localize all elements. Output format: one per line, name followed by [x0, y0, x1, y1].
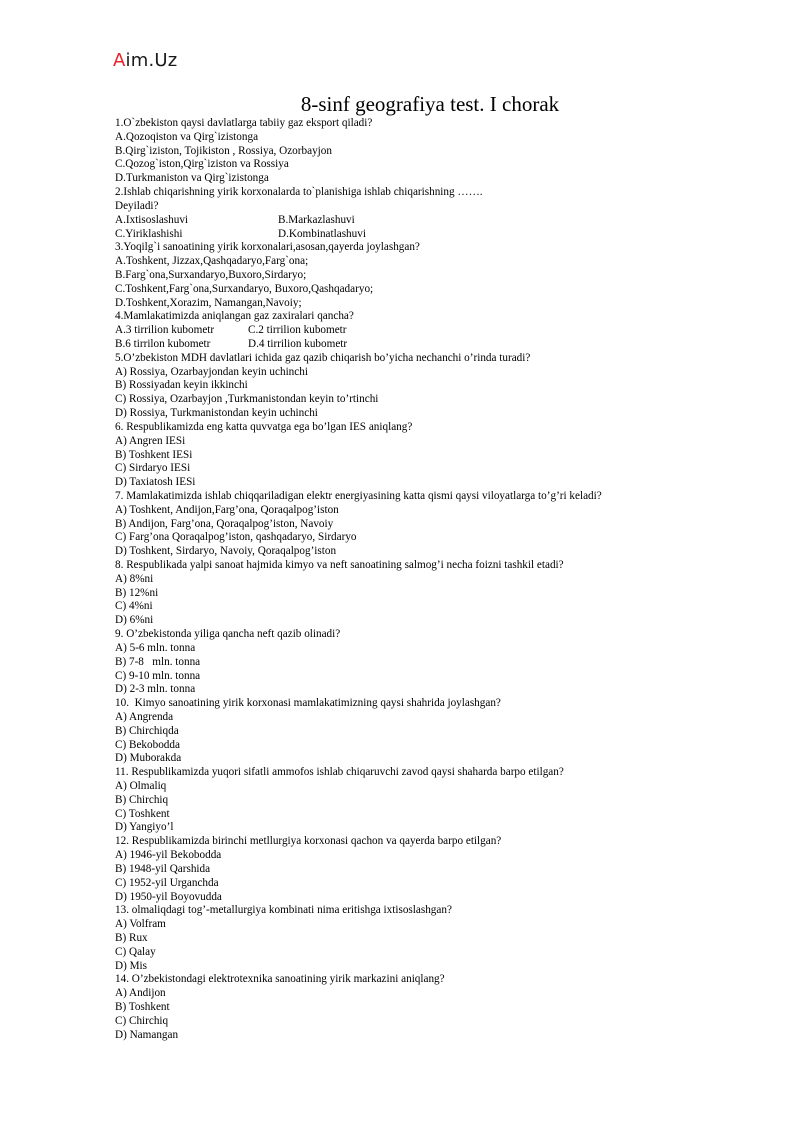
answer-option: A) Toshkent, Andijon,Farg’ona, Qoraqalpog’iston [115, 503, 339, 516]
answer-option: D) 6%ni [115, 614, 154, 627]
question-text: 5.O’zbekiston MDH davlatlari ichida gaz qazib chiqarish bo’yicha nechanchi o’rinda turadi? [115, 351, 531, 364]
answer-option: B) Toshkent [115, 1001, 170, 1013]
answer-option: A.Toshkent, Jizzax,Qashqadaryo,Farg`ona; [115, 255, 309, 268]
answer-option: A) Andijon [115, 987, 166, 1000]
answer-option: D.Turkmaniston va Qirg`izistonga [115, 172, 269, 185]
answer-option: D) Yangiyo’l [115, 821, 174, 834]
answer-option: C) 4%ni [115, 600, 153, 613]
logo-text: im.Uz [125, 50, 178, 71]
answer-option: D) 2-3 mln. tonna [115, 683, 196, 696]
question-text: 9. O’zbekistonda yiliga qancha neft qazib olinadi? [115, 628, 341, 641]
question-text: 11. Respublikamizda yuqori sifatli ammofos ishlab chiqaruvchi zavod qaysi shaharda barpo etilgan? [115, 766, 564, 779]
answer-option: D) Mis [115, 959, 148, 972]
answer-option: C) 9-10 mln. tonna [115, 669, 201, 682]
answer-row [115, 338, 715, 352]
answer-option: C.Yiriklashishi [115, 227, 183, 240]
answer-option: D) Taxiatosh IESi [115, 476, 196, 489]
answer-option: D.Kombinatlashuvi [278, 227, 366, 240]
answer-option: A.3 tirrilion kubometr [115, 324, 215, 337]
answer-option: B) 12%ni [115, 586, 159, 599]
answer-option: C) Qalay [115, 945, 156, 958]
answer-option: C.Toshkent,Farg`ona,Surxandaryo, Buxoro,Qashqadaryo; [115, 282, 374, 295]
answer-option: A) Olmaliq [115, 780, 167, 792]
question-text: 14. O’zbekistondagi elektrotexnika sanoatining yirik markazini aniqlang? [115, 973, 445, 986]
answer-option: A) Angren IESi [115, 434, 186, 447]
answer-option: D) 1950-yil Boyovudda [115, 890, 222, 903]
answer-option: A) 1946-yil Bekobodda [115, 849, 222, 862]
answer-option: B) Rux [115, 931, 148, 944]
answer-option: A.Qozoqiston va Qirg`izistonga [115, 130, 259, 143]
answer-row [115, 214, 715, 228]
answer-option: D) Muborakda [115, 752, 182, 765]
answer-option: A.Ixtisoslashuvi [115, 213, 189, 226]
question-text: 12. Respublikamizda birinchi metllurgiya korxonasi qachon va qayerda barpo etilgan? [115, 835, 502, 848]
answer-option: B) 1948-yil Qarshida [115, 862, 211, 875]
answer-option: B) 7-8 mln. tonna [115, 655, 201, 668]
answer-option: B) Chirchiqda [115, 724, 179, 737]
answer-option: A) 5-6 mln. tonna [115, 641, 196, 654]
answer-option: A) Volfram [115, 918, 166, 931]
question-text: 3.Yoqilg`i sanoatining yirik korxonalari,asosan,qayerda joylashgan? [115, 241, 420, 254]
answer-option: D.Toshkent,Xorazim, Namangan,Navoiy; [115, 296, 302, 309]
answer-option: B) Toshkent IESi [115, 448, 193, 461]
logo-letter-a: A [113, 50, 126, 71]
page-title: 8-sinf geografiya test. I chorak [300, 92, 560, 116]
answer-option: C.Qozog`iston,Qirg`iziston va Rossiya [115, 158, 289, 171]
answer-option: B) Rossiyadan keyin ikkinchi [115, 379, 248, 392]
question-text: 6. Respublikamizda eng katta quvvatga ega bo’lgan IES aniqlang? [115, 420, 413, 433]
answer-option: D) Namangan [115, 1028, 179, 1041]
question-text: 10. Kimyo sanoatining yirik korxonasi mamlakatimizning qaysi shahrida joylashgan? [115, 697, 501, 710]
answer-option: C) Toshkent [115, 807, 170, 820]
answer-option: B.6 tirrilon kubometr [115, 338, 211, 350]
answer-option: C) Rossiya, Ozarbayjon ,Turkmanistondan keyin to’rtinchi [115, 393, 379, 406]
answer-option: A) Angrenda [115, 710, 174, 723]
question-text: 7. Mamlakatimizda ishlab chiqqariladigan elektr energiyasining katta qismi qaysi viloyatlarga to’g’ri keladi? [115, 489, 602, 502]
site-logo[interactable] [113, 50, 177, 71]
answer-option: A) Rossiya, Ozarbayjondan keyin uchinchi [115, 365, 308, 378]
answer-option: C) Farg’ona Qoraqalpog’iston, qashqadaryo, Sirdaryo [115, 531, 357, 544]
question-text: 4.Mamlakatimizda aniqlangan gaz zaxiralari qancha? [115, 310, 354, 323]
answer-option: C.2 tirrilion kubometr [248, 324, 347, 337]
answer-option: A) 8%ni [115, 572, 154, 585]
answer-option: C) Bekobodda [115, 738, 180, 751]
test-body [115, 117, 715, 1042]
answer-option: D) Toshkent, Sirdaryo, Navoiy, Qoraqalpog’iston [115, 545, 337, 558]
answer-option: B) Andijon, Farg’ona, Qoraqalpog’iston, Navoiy [115, 517, 334, 530]
answer-option: C) 1952-yil Urganchda [115, 876, 219, 889]
answer-option: B.Markazlashuvi [278, 213, 355, 226]
question-text: 13. olmaliqdagi tog’-metallurgiya kombinati nima eritishga ixtisoslashgan? [115, 904, 452, 917]
answer-option: D.4 tirrilion kubometr [248, 338, 348, 350]
answer-row [115, 228, 715, 242]
question-text: 1.O`zbekiston qaysi davlatlarga tabiiy gaz eksport qiladi? [115, 117, 373, 129]
answer-option: C) Sirdaryo IESi [115, 462, 191, 475]
question-text: 8. Respublikada yalpi sanoat hajmida kimyo va neft sanoatining salmog’i necha foizni tashkil etadi? [115, 559, 564, 571]
answer-option: B) Chirchiq [115, 793, 169, 806]
answer-option: B.Qirg`iziston, Tojikiston , Rossiya, Ozorbayjon [115, 144, 332, 157]
answer-option: D) Rossiya, Turkmanistondan keyin uchinchi [115, 407, 318, 420]
question-text: 2.Ishlab chiqarishning yirik korxonalarda to`planishiga ishlab chiqarishning ……. [115, 186, 483, 199]
answer-option: C) Chirchiq [115, 1014, 169, 1027]
answer-option: Deyiladi? [115, 199, 159, 212]
answer-row [115, 324, 715, 338]
answer-option: B.Farg`ona,Surxandaryo,Buxoro,Sirdaryo; [115, 268, 307, 281]
